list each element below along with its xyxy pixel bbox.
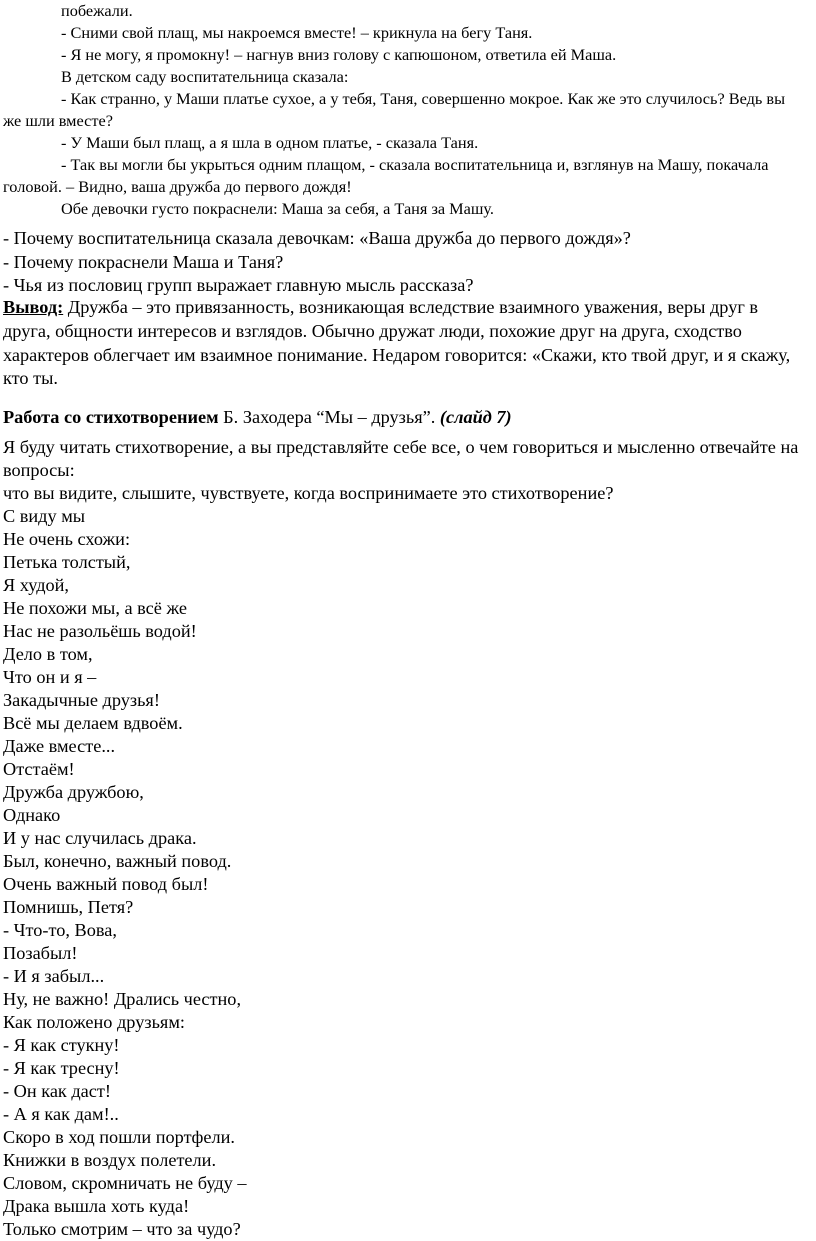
poem-line: Дело в том, (3, 644, 93, 664)
poem-line: Однако (3, 805, 61, 825)
poem-line: Даже вместе... (3, 736, 116, 756)
poem-line: Всё мы делаем вдвоём. (3, 713, 183, 733)
poem-line: С виду мы (3, 506, 86, 526)
poem-line: Только смотрим – что за чудо? (3, 1219, 241, 1239)
question-item: - Почему покраснели Маша и Таня? (3, 251, 284, 272)
conclusion-text: Дружба – это привязанность, возникающая вследствие взаимного уважения, веры друг в друга, общности интересов и взглядов. Обычно дружат люди, похожие друг на друга, сходство характеров облегчает им взаимное понимание. Недаром говорится: «Скажи, кто твой друг, и я скажу, кто ты. (3, 297, 791, 389)
poem-line: Скоро в ход пошли портфели. (3, 1127, 235, 1147)
intro-text (3, 436, 809, 505)
question-item: - Почему воспитательница сказала девочкам: «Ваша дружба до первого дождя»? (3, 228, 631, 248)
poem-line: - Что-то, Вова, (3, 920, 117, 940)
poem-line: Как положено друзьям: (3, 1012, 185, 1032)
poem (3, 505, 246, 1241)
section-heading-bold: Работа со стихотворением (3, 407, 219, 427)
question-item: - Чья из пословиц групп выражает главную мысль рассказа? (3, 275, 474, 295)
poem-line: - И я забыл... (3, 966, 105, 986)
intro-paragraph: что вы видите, слышите, чувствуете, когда воспринимаете это стихотворение? (3, 483, 614, 503)
story-paragraph: - Как странно, у Маши платье сухое, а у тебя, Таня, совершенно мокрое. Как же это случилось? Ведь вы же шли вместе? (3, 89, 786, 130)
poem-line: Очень важный повод был! (3, 874, 209, 894)
poem-line: - Я как тресну! (3, 1058, 120, 1078)
story-text (3, 0, 803, 220)
poem-line: Был, конечно, важный повод. (3, 851, 232, 871)
questions-list (3, 227, 813, 298)
slide-reference: (слайд 7) (439, 407, 512, 427)
poem-line: И у нас случилась драка. (3, 828, 197, 848)
poem-line: Дружба дружбою, (3, 782, 144, 802)
section-heading (3, 405, 512, 429)
story-paragraph: - Сними свой плащ, мы накроемся вместе! – крикнула на бегу Таня. (61, 23, 533, 42)
poem-line: Ну, не важно! Дрались честно, (3, 989, 242, 1009)
poem-line: Не очень схожи: (3, 529, 131, 549)
conclusion-paragraph (3, 296, 809, 391)
story-paragraph: - У Маши был плащ, а я шла в одном платье, - сказала Таня. (61, 133, 479, 152)
poem-line: - Он как даст! (3, 1081, 111, 1101)
poem-line: Нас не разольёшь водой! (3, 621, 197, 641)
poem-line: Книжки в воздух полетели. (3, 1150, 217, 1170)
story-paragraph: - Так вы могли бы укрыться одним плащом, - сказала воспитательница и, взглянув на Машу, покачала головой. – Видно, ваша дружба до первого дождя! (3, 155, 769, 196)
poem-line: - Я как стукну! (3, 1035, 120, 1055)
story-paragraph: - Я не могу, я промокну! – нагнув вниз голову с капюшоном, ответила ей Маша. (61, 45, 617, 64)
story-paragraph: Обе девочки густо покраснели: Маша за себя, а Таня за Машу. (61, 199, 495, 218)
conclusion-label: Вывод: (3, 297, 64, 317)
story-paragraph: побежали. (61, 1, 133, 20)
section-heading-author: Б. Заходера “Мы – друзья”. (218, 407, 440, 427)
poem-line: Петька толстый, (3, 552, 131, 572)
poem-line: Помнишь, Петя? (3, 897, 134, 917)
poem-line: - А я как дам!.. (3, 1104, 119, 1124)
poem-line: Словом, скромничать не буду – (3, 1173, 247, 1193)
poem-line: Позабыл! (3, 943, 78, 963)
poem-line: Что он и я – (3, 667, 97, 687)
intro-paragraph: Я буду читать стихотворение, а вы представляйте себе все, о чем говориться и мысленно отвечайте на вопросы: (3, 437, 799, 480)
poem-line: Не похожи мы, а всё же (3, 598, 187, 618)
poem-line: Закадычные друзья! (3, 690, 160, 710)
poem-line: Отстаём! (3, 759, 75, 779)
poem-line: Драка вышла хоть куда! (3, 1196, 190, 1216)
poem-line: Я худой, (3, 575, 69, 595)
story-paragraph: В детском саду воспитательница сказала: (61, 67, 349, 86)
